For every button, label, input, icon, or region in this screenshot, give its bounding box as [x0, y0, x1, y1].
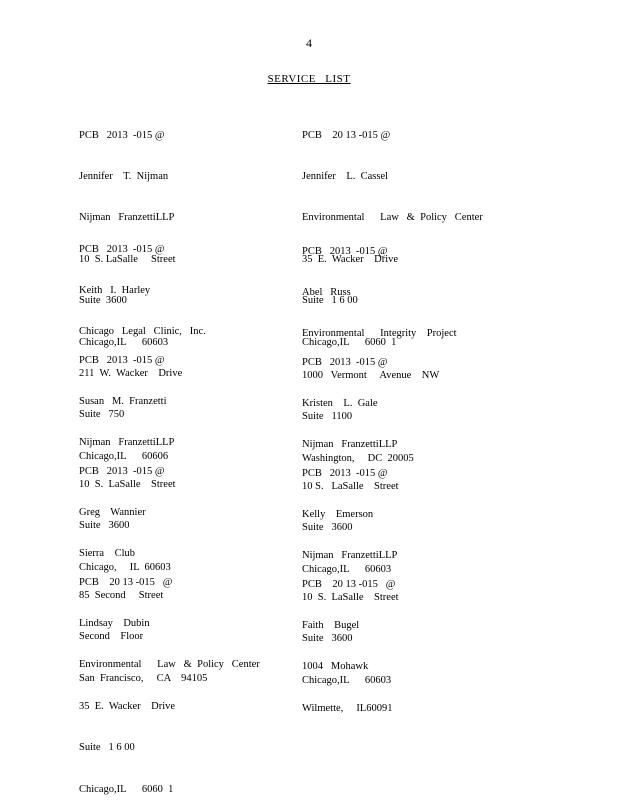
organization: Chicago Legal Clinic, Inc. — [79, 326, 206, 338]
street-address: 10 S. LaSalle Street — [302, 591, 399, 603]
recipient-name: Greg Wannier — [79, 506, 146, 518]
city-state-zip: Washington, DC 20005 — [302, 452, 414, 464]
street-address: 35 E. Wacker Drive — [79, 700, 176, 712]
recipient-name: Keith I. Harley — [79, 284, 151, 296]
case-number: PCB 2013 -015 @ — [302, 356, 388, 368]
organization: Nijman FranzettiLLP — [302, 439, 398, 451]
city-state-zip: Chicago,IL 60603 — [79, 336, 169, 348]
city-state-zip: Chicago,IL 60603 — [302, 674, 392, 686]
case-number: PCB 20 13 -015 @ — [79, 576, 173, 588]
suite: Suite 3600 — [79, 295, 127, 307]
suite: Suite 3600 — [79, 520, 130, 532]
case-number: PCB 20 13 -015 @ — [302, 578, 396, 590]
organization: Environmental Integrity Project — [302, 328, 457, 340]
street-address: 85 Second Street — [79, 589, 164, 601]
recipient-name: Jennifer T. Nijman — [79, 170, 169, 182]
city-state-zip: Chicago, IL 60603 — [79, 561, 171, 573]
page-number: 4 — [306, 36, 312, 50]
street-address: 10 S. LaSalle Street — [302, 480, 399, 492]
street-address: 10 S. LaSalle Street — [79, 478, 176, 490]
suite: Suite 750 — [79, 409, 125, 421]
case-number: PCB 2013 -015 @ — [302, 467, 388, 479]
suite: Suite 1 6 00 — [79, 742, 135, 754]
recipient-name: Abel Russ — [302, 286, 351, 298]
recipient-name: Faith Bugel — [302, 619, 360, 631]
city-state-zip: Chicago,IL 60603 — [302, 563, 392, 575]
floor: Second Floor — [79, 631, 144, 643]
suite: Suite 1100 — [302, 411, 353, 423]
service-list-heading: SERVICE LIST — [267, 73, 351, 85]
organization: Environmental Law & Policy Center — [79, 659, 260, 671]
case-number: PCB 2013 -015 @ — [79, 354, 165, 366]
suite: Suite 1 6 00 — [302, 295, 358, 307]
organization: Nijman FranzettiLLP — [79, 212, 175, 224]
organization: Sierra Club — [79, 548, 135, 560]
service-entry-right-5 — [302, 550, 395, 729]
recipient-name: Susan M. Franzetti — [79, 395, 167, 407]
recipient-name: Jennifer L. Cassel — [302, 170, 389, 182]
city-state-zip: Chicago,IL 6060 1 — [302, 336, 397, 348]
page-title — [0, 73, 618, 85]
organization: Nijman FranzettiLLP — [79, 437, 175, 449]
city-state-zip: Chicago,IL 6060 1 — [79, 783, 174, 795]
recipient-name: Kelly Emerson — [302, 508, 374, 520]
service-entry-left-5 — [79, 548, 260, 810]
street-address: 1000 Vermont Avenue NW — [302, 369, 440, 381]
street-address: 1004 Mohawk — [302, 661, 369, 673]
case-number: PCB 2013 -015 @ — [79, 129, 165, 141]
street-address: 35 E. Wacker Drive — [302, 253, 399, 265]
street-address: 211 W. Wacker Drive — [79, 367, 183, 379]
suite: Suite 3600 — [302, 633, 353, 645]
recipient-name: Lindsay Dubin — [79, 617, 150, 629]
organization: Environmental Law & Policy Center — [302, 212, 483, 224]
case-number: PCB 2013 -015 @ — [79, 465, 165, 477]
case-number: PCB 2013 -015 @ — [79, 243, 165, 255]
city-state-zip: San Francisco, CA 94105 — [79, 672, 208, 684]
city-state-zip: Chicago,IL 60606 — [79, 450, 169, 462]
organization: Nijman FranzettiLLP — [302, 550, 398, 562]
street-address: 10 S. LaSalle Street — [79, 253, 176, 265]
city-state-zip: Wilmette, IL60091 — [302, 702, 393, 714]
case-number: PCB 20 13 -015 @ — [302, 129, 391, 141]
suite: Suite 3600 — [302, 522, 353, 534]
case-number: PCB 2013 -015 @ — [302, 245, 388, 257]
recipient-name: Kristen L. Gale — [302, 397, 378, 409]
